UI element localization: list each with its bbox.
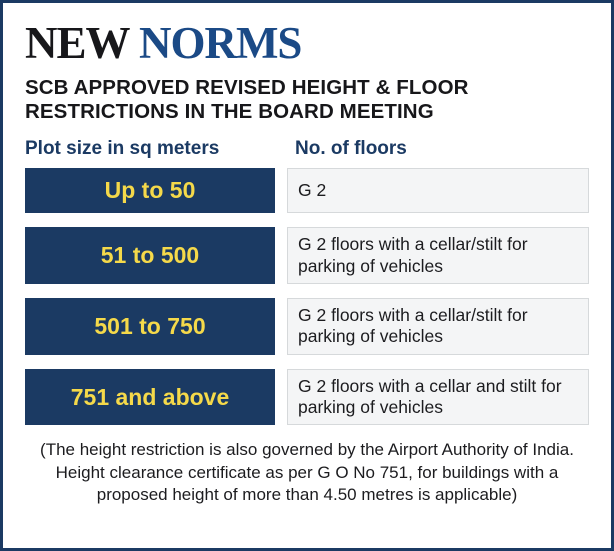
column-header-plot-size: Plot size in sq meters: [25, 138, 220, 160]
cell-plot-size: 751 and above: [25, 369, 275, 426]
cell-floors: [287, 298, 589, 355]
cell-floors: [287, 168, 589, 213]
footnote: (The height restriction is also governed by the Airport Authority of India. Height clearance certificate as per G O No 751, for buildings with a proposed height of more than 4.50 metres is applicable): [40, 440, 574, 504]
page-title-part-one: NEW: [25, 18, 129, 68]
table-row: [25, 298, 589, 355]
page-title-part-two: NORMS: [138, 18, 302, 68]
cell-floors-text: G 2 floors with a cellar/stilt for parking of vehicles: [298, 234, 528, 276]
table-row: [25, 168, 589, 213]
cell-plot-size: 501 to 750: [25, 298, 275, 355]
page-title: [25, 18, 589, 68]
cell-plot-size: Up to 50: [25, 168, 275, 213]
cell-floors: [287, 369, 589, 426]
column-header-floors: No. of floors: [295, 138, 407, 160]
table-body: [25, 168, 589, 425]
cell-floors: [287, 227, 589, 284]
cell-plot-size: 51 to 500: [25, 227, 275, 284]
table-header-row: [25, 138, 589, 160]
table-row: [25, 369, 589, 426]
cell-floors-text: G 2: [298, 180, 327, 201]
table-row: [25, 227, 589, 284]
page-subtitle: SCB APPROVED REVISED HEIGHT & FLOOR RESTRICTIONS IN THE BOARD MEETING: [25, 76, 469, 124]
cell-floors-text: G 2 floors with a cellar/stilt for parking of vehicles: [298, 305, 528, 347]
cell-floors-text: G 2 floors with a cellar and stilt for parking of vehicles: [298, 375, 562, 418]
